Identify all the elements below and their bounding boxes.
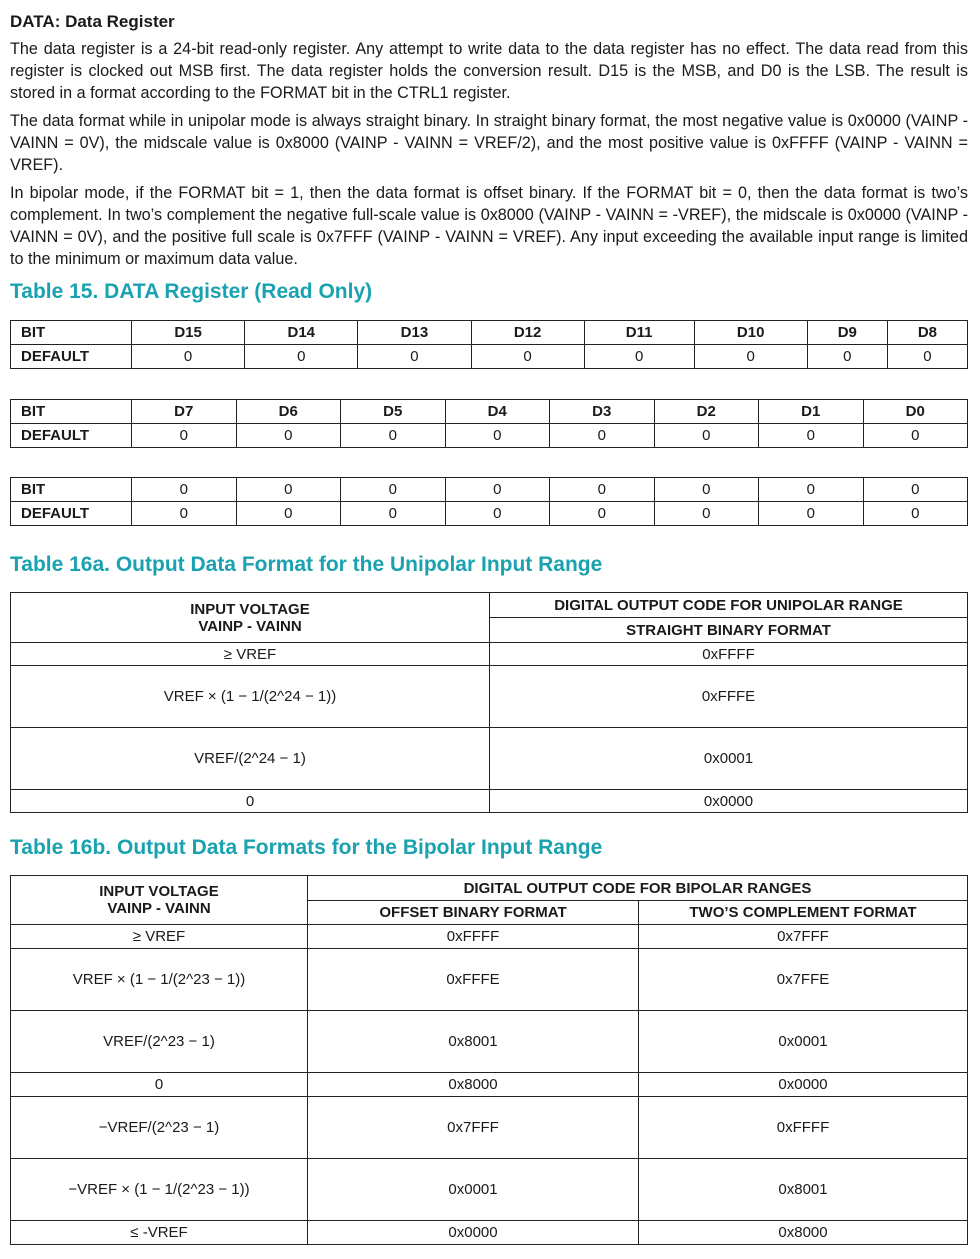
default-cell: 0 xyxy=(445,424,550,448)
default-cell: 0 xyxy=(584,345,694,369)
table16a-title: Table 16a. Output Data Format for the Unipolar Input Range xyxy=(10,553,603,576)
default-cell: 0 xyxy=(245,345,358,369)
input-formula-cell: −VREF/(2^23 − 1) xyxy=(11,1097,308,1159)
offset-cell: 0xFFFF xyxy=(308,925,639,949)
offset-cell: 0x0000 xyxy=(308,1221,639,1245)
input-cell: ≤ -VREF xyxy=(11,1221,308,1245)
bit-cell: D9 xyxy=(807,321,887,345)
default-cell: 0 xyxy=(445,502,550,526)
input-subheader: VAINP - VAINN xyxy=(107,900,211,917)
default-cell: 0 xyxy=(132,502,237,526)
default-cell: 0 xyxy=(654,502,759,526)
bit-cell: D15 xyxy=(132,321,245,345)
input-cell: 0 xyxy=(11,1073,308,1097)
default-cell: 0 xyxy=(759,424,864,448)
bit-cell: 0 xyxy=(341,478,446,502)
default-cell: 0 xyxy=(887,345,967,369)
bit-cell: D6 xyxy=(236,400,341,424)
input-cell: ≥ VREF xyxy=(11,925,308,949)
output-cell: 0xFFFE xyxy=(490,666,968,728)
offset-cell: 0x8000 xyxy=(308,1073,639,1097)
bit-cell: 0 xyxy=(236,478,341,502)
output-header: DIGITAL OUTPUT CODE FOR UNIPOLAR RANGE xyxy=(490,593,968,618)
twos-complement-header: TWO’S COMPLEMENT FORMAT xyxy=(639,901,968,925)
input-cell: ≥ VREF xyxy=(11,643,490,666)
paragraph-3: In bipolar mode, if the FORMAT bit = 1, then the data format is offset binary. If the FORMAT bit = 0, then the data format is two’s complement. In two’s complement the negative full-scale value is 0x8000 (VAINP - VAINN = -VREF), the midscale is 0x0000 (VAINP - VAINN = 0V), and the positive full scale is 0x7FFF (VAINP - VAINN = VREF). Any input exceeding the available input range is limited to the minimum or maximum data value. xyxy=(10,184,968,268)
default-cell: 0 xyxy=(807,345,887,369)
default-cell: 0 xyxy=(759,502,864,526)
default-cell: 0 xyxy=(341,424,446,448)
input-header-cell xyxy=(11,876,308,925)
bit-cell: D3 xyxy=(550,400,655,424)
default-cell: 0 xyxy=(471,345,584,369)
input-formula-cell: VREF/(2^24 − 1) xyxy=(11,728,490,790)
default-cell: 0 xyxy=(654,424,759,448)
input-formula-cell: −VREF × (1 − 1/(2^23 − 1)) xyxy=(11,1159,308,1221)
bit-cell: D10 xyxy=(694,321,807,345)
paragraph-2: The data format while in unipolar mode is always straight binary. In straight binary format, the most negative value is 0x0000 (VAINP - VAINN = 0V), the midscale value is 0x8000 (VAINP - VAINN = VREF/2), and the most positive value is 0xFFFF (VAINP - VAINN = VREF). xyxy=(10,112,968,174)
default-cell: 0 xyxy=(694,345,807,369)
input-header-cell xyxy=(11,593,490,643)
output-cell: 0x0000 xyxy=(490,790,968,813)
twos-cell: 0x0000 xyxy=(639,1073,968,1097)
default-cell: 0 xyxy=(863,502,968,526)
default-cell: 0 xyxy=(550,424,655,448)
bit-cell: 0 xyxy=(863,478,968,502)
table16a xyxy=(10,592,968,813)
bit-cell: D5 xyxy=(341,400,446,424)
input-header: INPUT VOLTAGE xyxy=(99,883,219,900)
offset-cell: 0x8001 xyxy=(308,1011,639,1073)
default-cell: 0 xyxy=(132,424,237,448)
default-cell: 0 xyxy=(132,345,245,369)
section-heading: DATA: Data Register xyxy=(10,12,175,31)
table16b xyxy=(10,875,968,1245)
page xyxy=(10,0,968,1241)
input-header: INPUT VOLTAGE xyxy=(190,600,310,618)
offset-binary-header: OFFSET BINARY FORMAT xyxy=(308,901,639,925)
twos-cell: 0xFFFF xyxy=(639,1097,968,1159)
input-cell: 0 xyxy=(11,790,490,813)
twos-cell: 0x8000 xyxy=(639,1221,968,1245)
table15-title: Table 15. DATA Register (Read Only) xyxy=(10,280,373,303)
default-label: DEFAULT xyxy=(11,345,132,369)
default-cell: 0 xyxy=(236,502,341,526)
bit-cell: 0 xyxy=(132,478,237,502)
bit-cell: 0 xyxy=(445,478,550,502)
bit-cell: D11 xyxy=(584,321,694,345)
input-formula-cell: VREF/(2^23 − 1) xyxy=(11,1011,308,1073)
twos-cell: 0x0001 xyxy=(639,1011,968,1073)
default-cell: 0 xyxy=(341,502,446,526)
bit-label: BIT xyxy=(11,321,132,345)
bit-cell: D13 xyxy=(358,321,471,345)
table16b-title: Table 16b. Output Data Formats for the Bipolar Input Range xyxy=(10,836,603,859)
bit-cell: D4 xyxy=(445,400,550,424)
table15-block-3 xyxy=(10,477,968,526)
bit-label: BIT xyxy=(11,400,132,424)
input-formula-cell: VREF × (1 − 1/(2^23 − 1)) xyxy=(11,949,308,1011)
input-formula-cell: VREF × (1 − 1/(2^24 − 1)) xyxy=(11,666,490,728)
bit-cell: 0 xyxy=(550,478,655,502)
paragraph-1: The data register is a 24-bit read-only register. Any attempt to write data to the data register has no effect. The data read from this register is clocked out MSB first. The data register holds the conversion result. D15 is the MSB, and D0 is the LSB. The result is stored in a format according to the FORMAT bit in the CTRL1 register. xyxy=(10,40,968,102)
default-label: DEFAULT xyxy=(11,424,132,448)
output-subheader: STRAIGHT BINARY FORMAT xyxy=(490,618,968,643)
bit-cell: D7 xyxy=(132,400,237,424)
bit-cell: D8 xyxy=(887,321,967,345)
twos-cell: 0x7FFE xyxy=(639,949,968,1011)
default-cell: 0 xyxy=(550,502,655,526)
bit-cell: 0 xyxy=(654,478,759,502)
bit-cell: D1 xyxy=(759,400,864,424)
default-cell: 0 xyxy=(863,424,968,448)
default-label: DEFAULT xyxy=(11,502,132,526)
offset-cell: 0x0001 xyxy=(308,1159,639,1221)
bit-label: BIT xyxy=(11,478,132,502)
twos-cell: 0x7FFF xyxy=(639,925,968,949)
output-cell: 0xFFFF xyxy=(490,643,968,666)
default-cell: 0 xyxy=(236,424,341,448)
bit-cell: D14 xyxy=(245,321,358,345)
output-header: DIGITAL OUTPUT CODE FOR BIPOLAR RANGES xyxy=(308,876,968,901)
default-cell: 0 xyxy=(358,345,471,369)
bit-cell: D0 xyxy=(863,400,968,424)
offset-cell: 0x7FFF xyxy=(308,1097,639,1159)
bit-cell: D12 xyxy=(471,321,584,345)
offset-cell: 0xFFFE xyxy=(308,949,639,1011)
twos-cell: 0x8001 xyxy=(639,1159,968,1221)
table15-block-1 xyxy=(10,320,968,369)
bit-cell: D2 xyxy=(654,400,759,424)
output-cell: 0x0001 xyxy=(490,728,968,790)
input-subheader: VAINP - VAINN xyxy=(198,617,302,635)
table15-block-2 xyxy=(10,399,968,448)
bit-cell: 0 xyxy=(759,478,864,502)
